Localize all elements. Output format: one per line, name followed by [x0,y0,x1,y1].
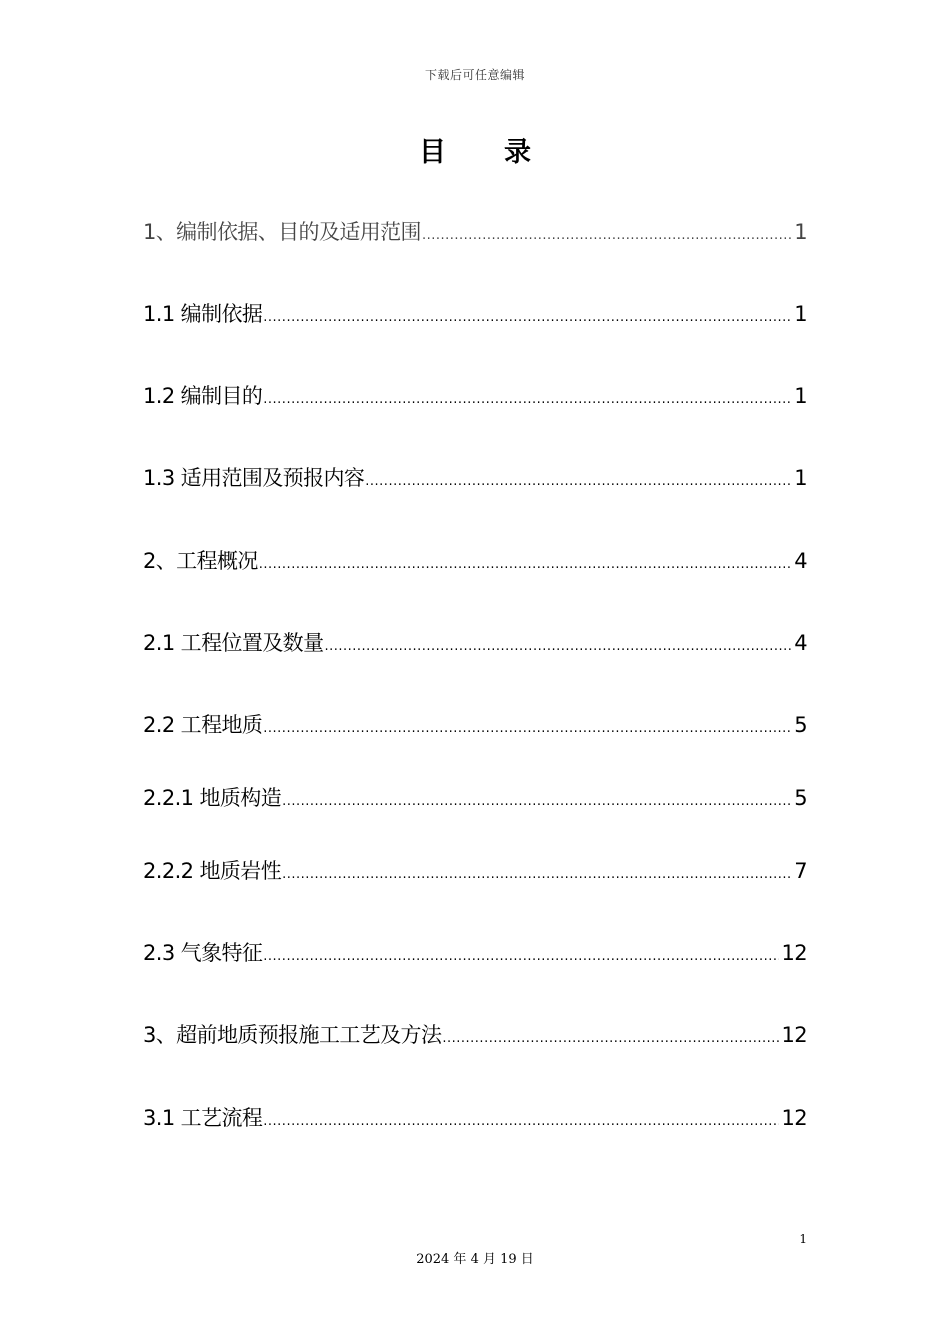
toc-entry-page: 5 [794,713,807,737]
toc-entry[interactable] [143,936,807,970]
toc-entry[interactable] [143,1101,807,1135]
toc-entry-page: 1 [794,220,807,244]
toc-leader-dots [282,789,792,815]
toc-entry-text: 3.1 工艺流程 [143,1106,263,1130]
toc-entry-page: 4 [794,631,807,655]
toc-entry-text: 2.2.1 地质构造 [143,786,282,810]
toc-entry-page: 5 [794,786,807,810]
toc-entry[interactable] [143,708,807,742]
toc-entry-text: 2.2 工程地质 [143,713,263,737]
toc-entry[interactable] [143,781,807,815]
toc-entry-text: 1、编制依据、目的及适用范围 [143,220,421,244]
toc-entry-page: 1 [794,384,807,408]
toc-entry-page: 12 [781,1106,807,1130]
toc-leader-dots [263,716,792,742]
toc-entry[interactable] [143,854,807,888]
toc-leader-dots [442,1026,779,1052]
toc-leader-dots [263,305,792,331]
toc-leader-dots [282,862,792,888]
toc-entry[interactable] [143,544,807,578]
toc-title: 目录 [419,137,589,168]
toc-entry-text: 3、超前地质预报施工工艺及方法 [143,1023,442,1047]
toc-leader-dots [263,1109,779,1135]
toc-leader-dots [422,223,792,249]
footer-date: 2024 年 4 月 19 日 [416,1252,534,1267]
toc-entry[interactable] [143,461,807,495]
toc-entry-text: 2.1 工程位置及数量 [143,631,324,655]
page-number: 1 [799,1232,807,1246]
toc-entry-page: 7 [794,859,807,883]
header-note: 下载后可任意编辑 [424,68,525,82]
toc-entry-text: 2.3 气象特征 [143,941,263,965]
toc-entry-text: 1.2 编制目的 [143,384,263,408]
toc-entry-text: 1.3 适用范围及预报内容 [143,466,365,490]
toc-entry-page: 1 [794,466,807,490]
toc-entry-page: 12 [781,1023,807,1047]
toc-entry[interactable] [143,1018,807,1052]
toc-entry[interactable] [143,626,807,660]
toc-entry[interactable] [143,215,807,249]
toc-leader-dots [259,552,792,578]
toc-entry-text: 1.1 编制依据 [143,302,263,326]
toc-entry-page: 12 [781,941,807,965]
toc-leader-dots [263,944,779,970]
toc-entry-page: 4 [794,549,807,573]
toc-entry[interactable] [143,297,807,331]
toc-leader-dots [263,387,792,413]
toc-entry-text: 2.2.2 地质岩性 [143,859,282,883]
toc-leader-dots [324,634,792,660]
toc-entry-text: 2、工程概况 [143,549,258,573]
toc-entry[interactable] [143,379,807,413]
toc-leader-dots [365,469,792,495]
toc-entry-page: 1 [794,302,807,326]
